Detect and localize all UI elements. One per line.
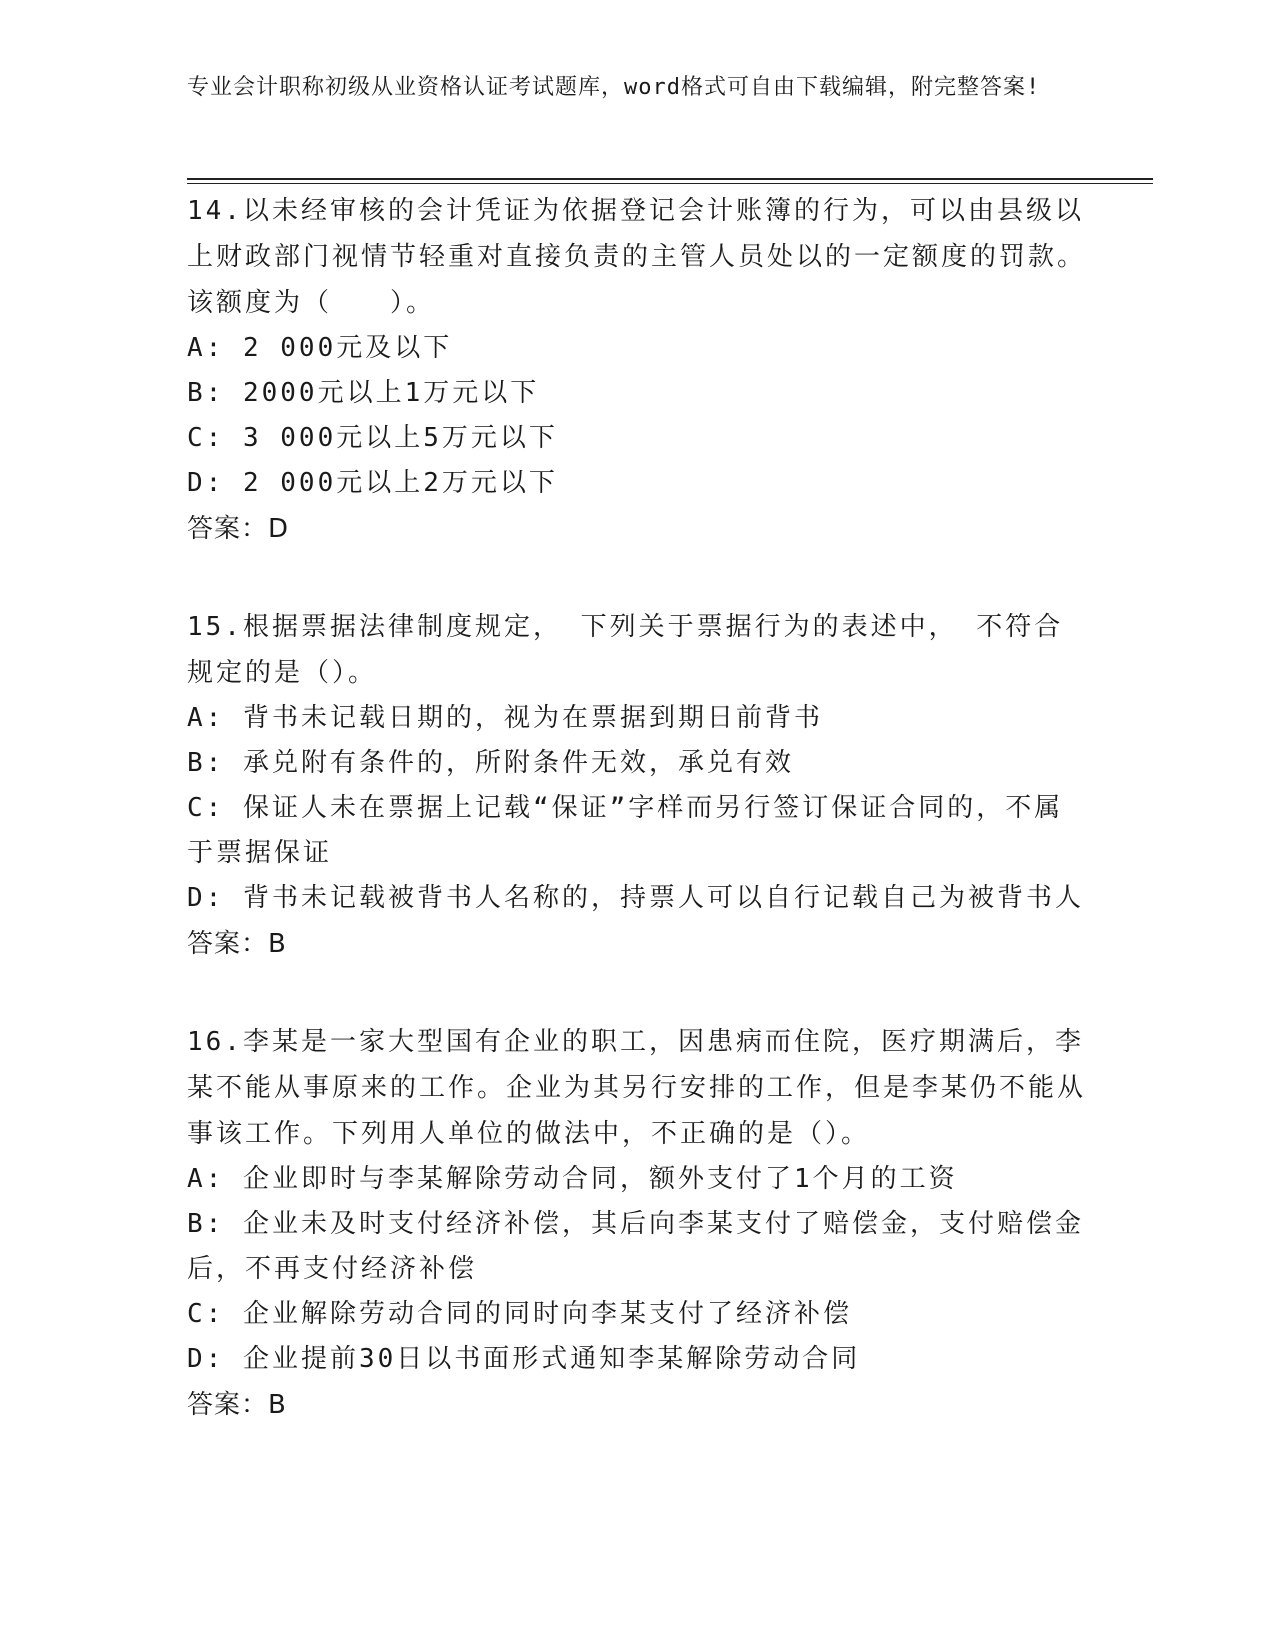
option-a: A: 2 000元及以下 xyxy=(187,333,453,363)
question-15 xyxy=(187,604,1087,967)
option-d: D: 2 000元以上2万元以下 xyxy=(187,468,558,498)
answer-line: 答案：D xyxy=(187,514,290,544)
option-c: C: 保证人未在票据上记载“保证”字样而另行签订保证合同的，不属于票据保证 xyxy=(187,793,1064,868)
option-b: B: 企业未及时支付经济补偿，其后向李某支付了赔偿金，支付赔偿金后，不再支付经济补偿 xyxy=(187,1209,1084,1284)
answer-line: 答案：B xyxy=(187,1390,287,1420)
question-14 xyxy=(187,188,1087,552)
option-a: A: 背书未记载日期的，视为在票据到期日前背书 xyxy=(187,703,823,733)
page-header-text: 专业会计职称初级从业资格认证考试题库，word格式可自由下载编辑，附完整答案! xyxy=(187,75,1041,100)
answer-line: 答案：B xyxy=(187,929,287,959)
option-c: C: 企业解除劳动合同的同时向李某支付了经济补偿 xyxy=(187,1299,852,1329)
option-b: B: 承兑附有条件的，所附条件无效，承兑有效 xyxy=(187,748,794,778)
option-a: A: 企业即时与李某解除劳动合同，额外支付了1个月的工资 xyxy=(187,1164,958,1194)
option-d: D: 背书未记载被背书人名称的，持票人可以自行记载自己为被背书人 xyxy=(187,883,1084,913)
question-16 xyxy=(187,1019,1087,1428)
option-d: D: 企业提前30日以书面形式通知李某解除劳动合同 xyxy=(187,1344,861,1374)
option-c: C: 3 000元以上5万元以下 xyxy=(187,423,558,453)
question-stem: 15.根据票据法律制度规定， 下列关于票据行为的表述中， 不符合规定的是（）。 xyxy=(187,612,1064,688)
option-b: B: 2000元以上1万元以下 xyxy=(187,378,540,408)
question-stem: 14.以未经审核的会计凭证为依据登记会计账簿的行为，可以由县级以上财政部门视情节轻重对直接负责的主管人员处以的一定额度的罚款。该额度为（ ）。 xyxy=(187,196,1087,318)
header-rule-thick xyxy=(187,178,1153,180)
question-list xyxy=(187,188,1087,1480)
question-stem: 16.李某是一家大型国有企业的职工，因患病而住院，医疗期满后，李某不能从事原来的工作。企业为其另行安排的工作，但是李某仍不能从事该工作。下列用人单位的做法中，不正确的是（）。 xyxy=(187,1027,1087,1149)
header-rule-thin xyxy=(187,183,1153,184)
